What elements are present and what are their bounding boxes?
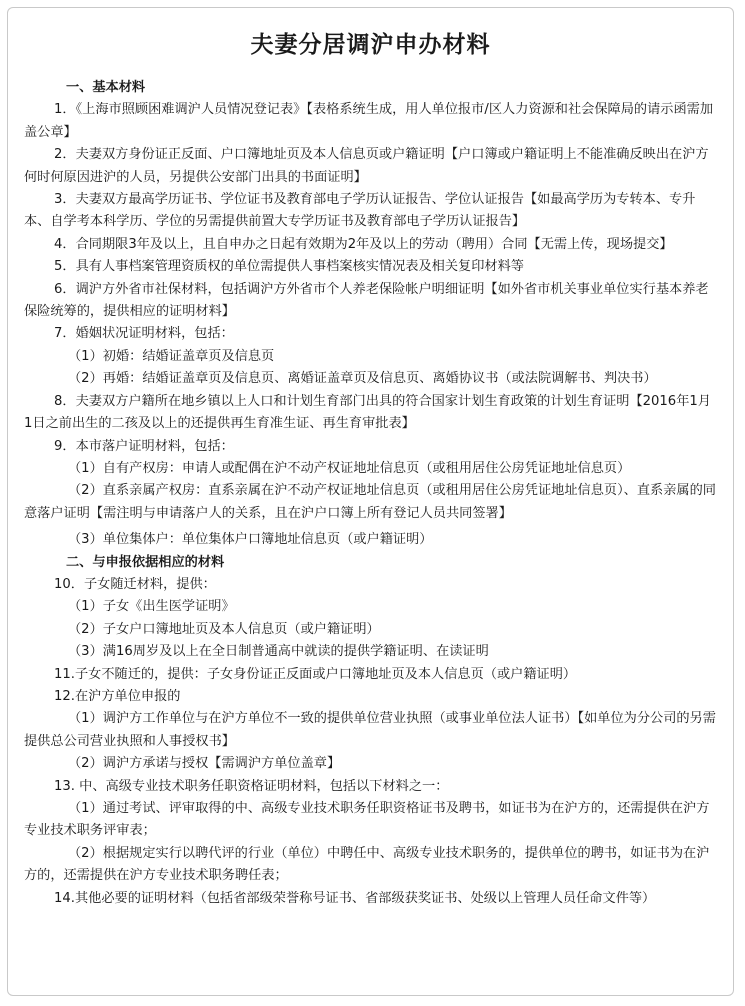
item-6: 6．调沪方外省市社保材料，包括调沪方外省市个人养老保险帐户明细证明【如外省市机关事业单位实行基本养老保险统筹的，提供相应的证明材料】 bbox=[24, 281, 709, 320]
document-frame bbox=[7, 7, 734, 996]
item-14: 14.其他必要的证明材料（包括省部级荣誉称号证书、省部级获奖证书、处级以上管理人员任命文件等） bbox=[54, 890, 656, 906]
item-3: 3．夫妻双方最高学历证书、学位证书及教育部电子学历认证报告、学位认证报告【如最高学历为专转本、专升本、自学考本科学历、学位的另需提供前置大专学历证书及教育部电子学历认证报告】 bbox=[24, 192, 696, 230]
item-12: 12.在沪方单位申报的 bbox=[54, 688, 181, 704]
item-4: 4．合同期限3年及以上，且自申办之日起有效期为2年及以上的劳动（聘用）合同【无需上传，现场提交】 bbox=[54, 236, 673, 252]
page-title: 夫妻分居调沪申办材料 bbox=[250, 32, 491, 58]
item-13-sub-1: （1）通过考试、评审取得的中、高级专业技术职务任职资格证书及聘书，如证书为在沪方的，还需提供在沪方专业技术职务评审表； bbox=[24, 801, 710, 839]
item-1: 1．《上海市照顾困难调沪人员情况登记表》【表格系统生成，用人单位报市/区人力资源和社会保障局的请示函需加盖公章】 bbox=[24, 102, 714, 140]
section-heading-basic: 一、基本材料 bbox=[66, 80, 146, 95]
item-11: 11.子女不随迁的，提供：子女身份证正反面或户口簿地址页及本人信息页（或户籍证明） bbox=[54, 666, 577, 682]
item-12-sub-1: （1）调沪方工作单位与在沪方单位不一致的提供单位营业执照（或事业单位法人证书）【如单位为分公司的另需提供总公司营业执照和人事授权书】 bbox=[24, 711, 716, 749]
document-body bbox=[24, 77, 717, 910]
item-2: 2．夫妻双方身份证正反面、户口簿地址页及本人信息页或户籍证明【户口簿或户籍证明上不能准确反映出在沪方何时何原因进沪的人员，另提供公安部门出具的书面证明】 bbox=[24, 147, 709, 185]
item-10-sub-2: （2）子女户口簿地址页及本人信息页（或户籍证明） bbox=[68, 621, 380, 637]
item-5: 5．具有人事档案管理资质权的单位需提供人事档案核实情况表及相关复印材料等 bbox=[54, 259, 524, 275]
item-13: 13. 中、高级专业技术职务任职资格证明材料，包括以下材料之一： bbox=[54, 778, 449, 794]
section-heading-basis: 二、与申报依据相应的材料 bbox=[66, 554, 225, 570]
item-9-sub-2: （2）直系亲属产权房：直系亲属在沪不动产权证地址信息页（或租用居住公房凭证地址信息页）、直系亲属的同意落户证明【需注明与申请落户人的关系，且在沪户口簿上所有登记人员共同签署】 bbox=[24, 483, 716, 521]
item-9: 9．本市落户证明材料，包括： bbox=[54, 438, 234, 454]
item-12-sub-2: （2）调沪方承诺与授权【需调沪方单位盖章】 bbox=[68, 756, 341, 772]
item-8: 8．夫妻双方户籍所在地乡镇以上人口和计划生育部门出具的符合国家计划生育政策的计划生育证明【2016年1月1日之前出生的二孩及以上的还提供再生育准生证、再生育审批表】 bbox=[24, 393, 711, 432]
item-7-sub-1: （1）初婚：结婚证盖章页及信息页 bbox=[68, 348, 275, 364]
item-10-sub-1: （1）子女《出生医学证明》 bbox=[68, 599, 235, 615]
item-10: 10．子女随迁材料，提供： bbox=[54, 576, 216, 592]
item-7-sub-2: （2）再婚：结婚证盖章页及信息页、离婚证盖章页及信息页、离婚协议书（或法院调解书、判决书） bbox=[68, 371, 657, 387]
item-7: 7．婚姻状况证明材料，包括： bbox=[54, 326, 234, 342]
item-9-sub-3: （3）单位集体户：单位集体户口簿地址信息页（或户籍证明） bbox=[68, 532, 433, 548]
item-13-sub-2: （2）根据规定实行以聘代评的行业（单位）中聘任中、高级专业技术职务的，提供单位的聘书，如证书为在沪方的，还需提供在沪方专业技术职务聘任表； bbox=[24, 845, 710, 884]
item-9-sub-1: （1）自有产权房：申请人或配偶在沪不动产权证地址信息页（或租用居住公房凭证地址信息页） bbox=[68, 460, 631, 476]
item-10-sub-3: （3）满16周岁及以上在全日制普通高中就读的提供学籍证明、在读证明 bbox=[68, 644, 489, 660]
